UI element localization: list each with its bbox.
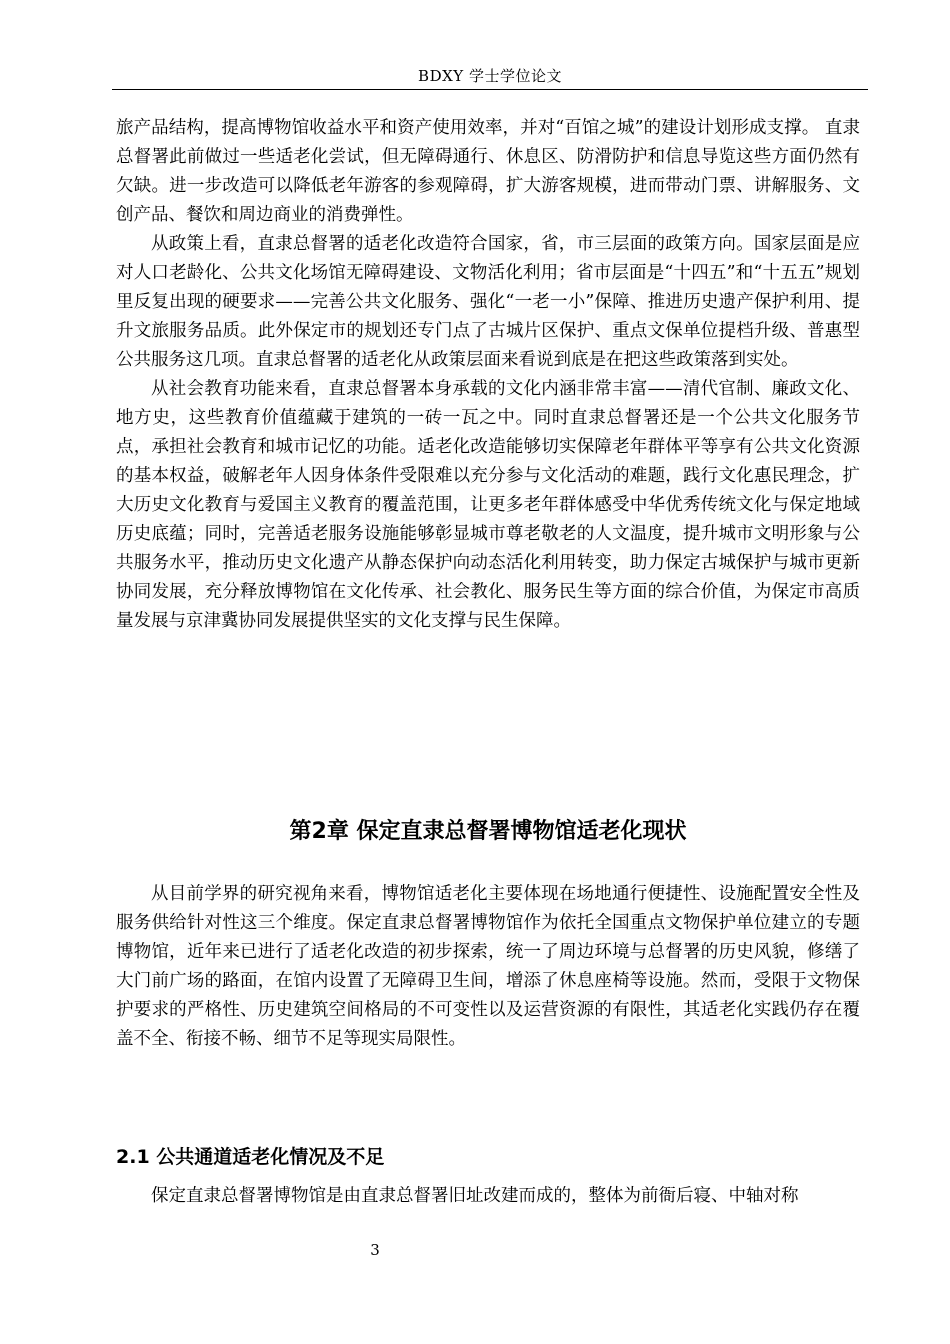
body-text-top <box>116 114 860 636</box>
paragraph-chapter-intro: 从目前学界的研究视角来看，博物馆适老化主要体现在场地通行便捷性、设施配置安全性及服务供给针对性这三个维度。保定直隶总督署博物馆作为依托全国重点文物保护单位建立的专题博物馆，近年来已进行了适老化改造的初步探索，统一了周边环境与总督署的历史风貌，修缮了大门前广场的路面，在馆内设置了无障碍卫生间，增添了休息座椅等设施。然而，受限于文物保护要求的严格性、历史建筑空间格局的不可变性以及运营资源的有限性，其适老化实践仍存在覆盖不全、衔接不畅、细节不足等现实局限性。 <box>116 884 860 1049</box>
running-header: BDXY 学士学位论文 <box>418 67 562 85</box>
body-text-section <box>116 1182 860 1211</box>
chapter-title: 第2章 保定直隶总督署博物馆适老化现状 <box>289 819 687 844</box>
paragraph-section-intro: 保定直隶总督署博物馆是由直隶总督署旧址改建而成的，整体为前衙后寝、中轴对称 <box>151 1186 799 1206</box>
page-number: 3 <box>370 1241 380 1259</box>
body-text-chapter <box>116 880 860 1054</box>
header-rule <box>112 89 868 90</box>
paragraph-social-education: 从社会教育功能来看，直隶总督署本身承载的文化内涵非常丰富——清代官制、廉政文化、地方史，这些教育价值蕴藏于建筑的一砖一瓦之中。同时直隶总督署还是一个公共文化服务节点，承担社会教育和城市记忆的功能。适老化改造能够切实保障老年群体平等享有公共文化资源的基本权益，破解老年人因身体条件受限难以充分参与文化活动的难题，践行文化惠民理念，扩大历史文化教育与爱国主义教育的覆盖范围，让更多老年群体感受中华优秀传统文化与保定地域历史底蕴；同时，完善适老服务设施能够彰显城市尊老敬老的人文温度，提升城市文明形象与公共服务水平，推动历史文化遗产从静态保护向动态活化利用转变，助力保定古城保护与城市更新协同发展，充分释放博物馆在文化传承、社会教化、服务民生等方面的综合价值，为保定市高质量发展与京津冀协同发展提供坚实的文化支撑与民生保障。 <box>116 379 860 631</box>
paragraph-continued: 旅产品结构，提高博物馆收益水平和资产使用效率，并对“百馆之城”的建设计划形成支撑。 直隶总督署此前做过一些适老化尝试，但无障碍通行、休息区、防滑防护和信息导览这些方面仍然有欠缺。进一步改造可以降低老年游客的参观障碍，扩大游客规模，进而带动门票、讲解服务、文创产品、餐饮和周边商业的消费弹性。 <box>116 118 860 225</box>
section-title: 2.1 公共通道适老化情况及不足 <box>116 1146 385 1168</box>
paragraph-policy: 从政策上看，直隶总督署的适老化改造符合国家，省，市三层面的政策方向。国家层面是应对人口老龄化、公共文化场馆无障碍建设、文物活化利用；省市层面是“十四五”和“十五五”规划里反复出现的硬要求——完善公共文化服务、强化“一老一小”保障、推进历史遗产保护利用、提升文旅服务品质。此外保定市的规划还专门点了古城片区保护、重点文保单位提档升级、普惠型公共服务这几项。直隶总督署的适老化从政策层面来看说到底是在把这些政策落到实处。 <box>116 234 860 370</box>
